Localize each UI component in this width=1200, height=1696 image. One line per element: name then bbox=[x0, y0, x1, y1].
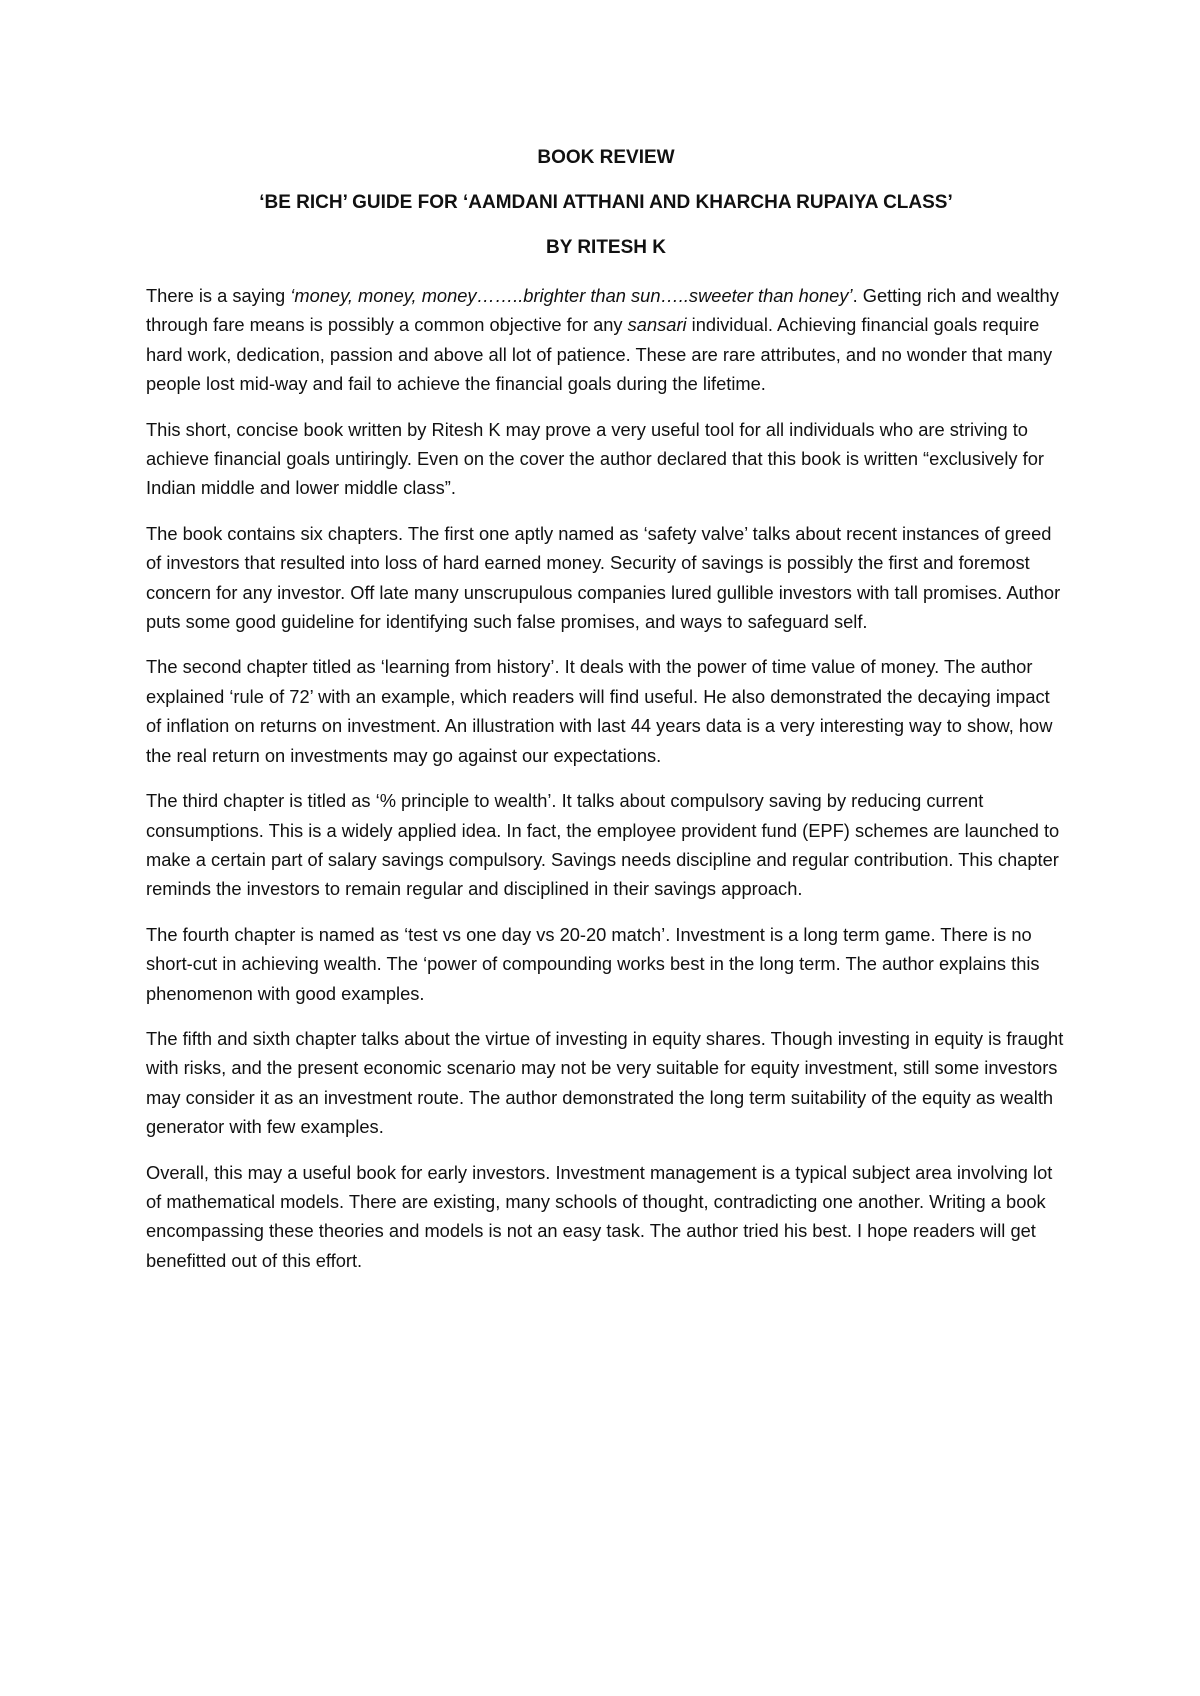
paragraph-intro-text-c: . Getting rich and wealthy through fare means is possibly a common objective for any bbox=[146, 285, 1059, 336]
paragraph-intro-text-a: There is a saying bbox=[146, 285, 291, 306]
paragraph-chapter-three: The third chapter is titled as ‘% principle to wealth’. It talks about compulsory saving by reducing current consumptions. This is a widely applied idea. In fact, the employee provident fund (EPF) schemes are launched to make a certain part of salary savings compulsory. Savings needs discipline and regular contribution. This chapter reminds the investors to remain regular and disciplined in their savings approach. bbox=[146, 790, 1060, 900]
document-title: BOOK REVIEW bbox=[537, 147, 675, 168]
paragraph-conclusion: Overall, this may a useful book for early investors. Investment management is a typical subject area involving lot of mathematical models. There are existing, many schools of thought, contradicting one another. Writing a book encompassing these theories and models is not an easy task. The author tried his best. I hope readers will get benefitted out of this effort. bbox=[146, 1161, 1053, 1271]
document-byline: BY RITESH K bbox=[545, 237, 666, 258]
paragraph-intro-term: sansari bbox=[627, 314, 687, 336]
paragraph-chapter-four: The fourth chapter is named as ‘test vs one day vs 20-20 match’. Investment is a long term game. There is no short-cut in achieving wealth. The ‘power of compounding works best in the long term. The author explains this phenomenon with good examples. bbox=[146, 923, 1040, 1004]
document-page bbox=[146, 146, 1066, 1291]
paragraph-chapter-one: The book contains six chapters. The first one aptly named as ‘safety valve’ talks about recent instances of greed of investors that resulted into loss of hard earned money. Security of savings is possibly the first and foremost concern for any investor. Off late many unscrupulous companies lured gullible investors with tall promises. Author puts some good guideline for identifying such false promises, and ways to safeguard self. bbox=[146, 522, 1061, 633]
paragraph-intro-text-e: individual. Achieving financial goals require hard work, dedication, passion and above all lot of patience. These are rare attributes, and no wonder that many people lost mid-way and fail to achieve the financial goals during the lifetime. bbox=[146, 314, 1053, 395]
paragraph-chapter-five-six: The fifth and sixth chapter talks about the virtue of investing in equity shares. Though investing in equity is fraught with risks, and the present economic scenario may not be very suitable for equity investment, still some investors may consider it as an investment route. The author demonstrated the long term suitability of the equity as wealth generator with few examples. bbox=[146, 1027, 1064, 1138]
document-subtitle: ‘BE RICH’ GUIDE FOR ‘AAMDANI ATTHANI AND KHARCHA RUPAIYA CLASS’ bbox=[259, 192, 953, 213]
paragraph-about-book: This short, concise book written by Ritesh K may prove a very useful tool for all individuals who are striving to achieve financial goals untiringly. Even on the cover the author declared that this book is written “exclusively for Indian middle and lower middle class”. bbox=[146, 418, 1044, 499]
paragraph-intro-quote: ‘money, money, money……..brighter than sun…..sweeter than honey’ bbox=[290, 285, 853, 306]
paragraph-intro bbox=[146, 281, 1066, 399]
paragraph-chapter-two: The second chapter titled as ‘learning from history’. It deals with the power of time value of money. The author explained ‘rule of 72’ with an example, which readers will find useful. He also demonstrated the decaying impact of inflation on returns on investment. An illustration with last 44 years data is a very interesting way to show, how the real return on investments may go against our expectations. bbox=[146, 656, 1053, 766]
